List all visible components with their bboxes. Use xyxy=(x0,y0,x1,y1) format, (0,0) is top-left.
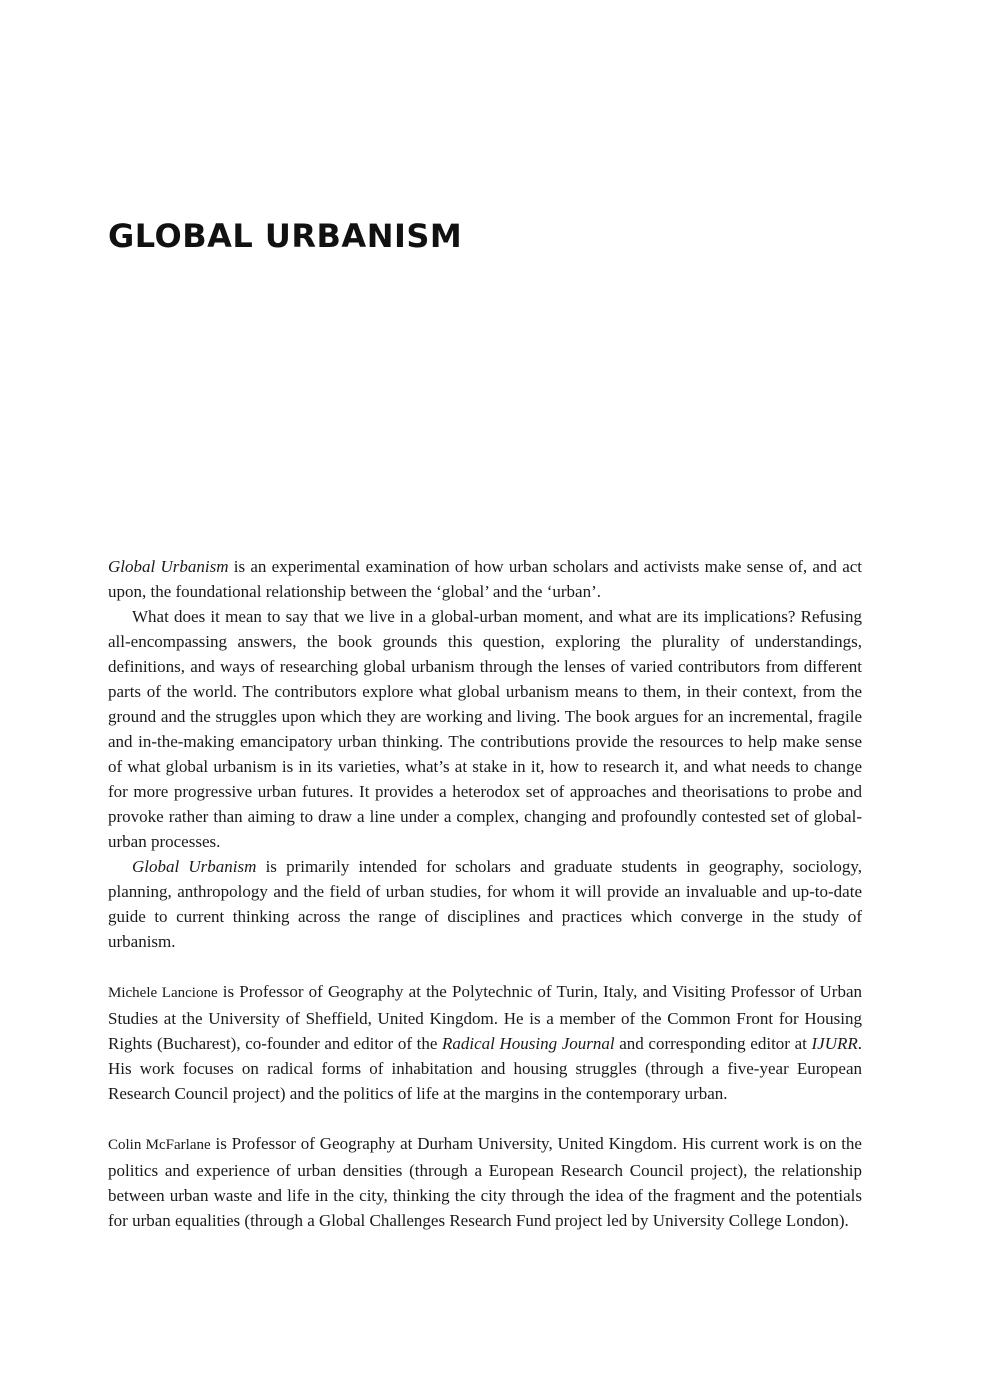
author-bio-mcfarlane xyxy=(108,1131,862,1233)
book-title-italic: Global Urbanism xyxy=(108,557,229,576)
author-bio-lancione xyxy=(108,979,862,1106)
page-title: GLOBAL URBANISM xyxy=(108,217,463,255)
author-bio-text: is Professor of Geography at the Polytechnic of Turin, Italy, and Visiting Professor of Urban Studies at the University of Sheffield, United Kingdom. He is a member of the Common Front for Housing Rights (Bucharest), co-founder and editor of the xyxy=(108,982,862,1053)
author-bio-text: . His work focuses on radical forms of inhabitation and housing struggles (through a five-year European Research Council project) and the politics of life at the margins in the contemporary urban. xyxy=(108,1034,862,1103)
book-description xyxy=(108,554,862,1233)
book-title-italic: Global Urbanism xyxy=(132,857,257,876)
description-paragraph-3-text: is primarily intended for scholars and graduate students in geography, sociology, planning, anthropology and the field of urban studies, for whom it will provide an invaluable and up-to-date guide to current thinking across the range of disciplines and practices which converge in the study of urbanism. xyxy=(108,857,862,951)
description-paragraph-2: What does it mean to say that we live in a global-urban moment, and what are its implications? Refusing all-encompassing answers, the book grounds this question, exploring the plurality of understandings, definitions, and ways of researching global urbanism through the lenses of varied contributors from different parts of the world. The contributors explore what global urbanism means to them, in their context, from the ground and the struggles upon which they are working and living. The book argues for an incremental, fragile and in-the-making emancipatory urban thinking. The contributions provide the resources to help make sense of what global urbanism is in its varieties, what’s at stake in it, how to research it, and what needs to change for more progressive urban futures. It provides a heterodox set of approaches and theorisations to probe and provoke rather than aiming to draw a line under a complex, changing and profoundly contested set of global-urban processes. xyxy=(108,607,862,851)
description-paragraph-3 xyxy=(108,854,862,954)
description-paragraph-1-text: is an experimental examination of how urban scholars and activists make sense of, and act upon, the foundational relationship between the ‘global’ and the ‘urban’. xyxy=(108,557,863,601)
author-name: Colin McFarlane xyxy=(108,1137,211,1153)
author-name: Michele Lancione xyxy=(108,985,218,1001)
journal-title: Radical Housing Journal xyxy=(442,1034,615,1053)
author-bio-text: and corresponding editor at xyxy=(614,1034,812,1053)
author-bio-text: is Professor of Geography at Durham University, United Kingdom. His current work is on the politics and experience of urban densities (through a European Research Council project), the relationship between urban waste and life in the city, thinking the city through the idea of the fragment and the potentials for urban equalities (through a Global Challenges Research Fund project led by University College London). xyxy=(108,1134,862,1230)
journal-title: IJURR xyxy=(811,1034,858,1053)
description-paragraph-1 xyxy=(108,554,862,604)
